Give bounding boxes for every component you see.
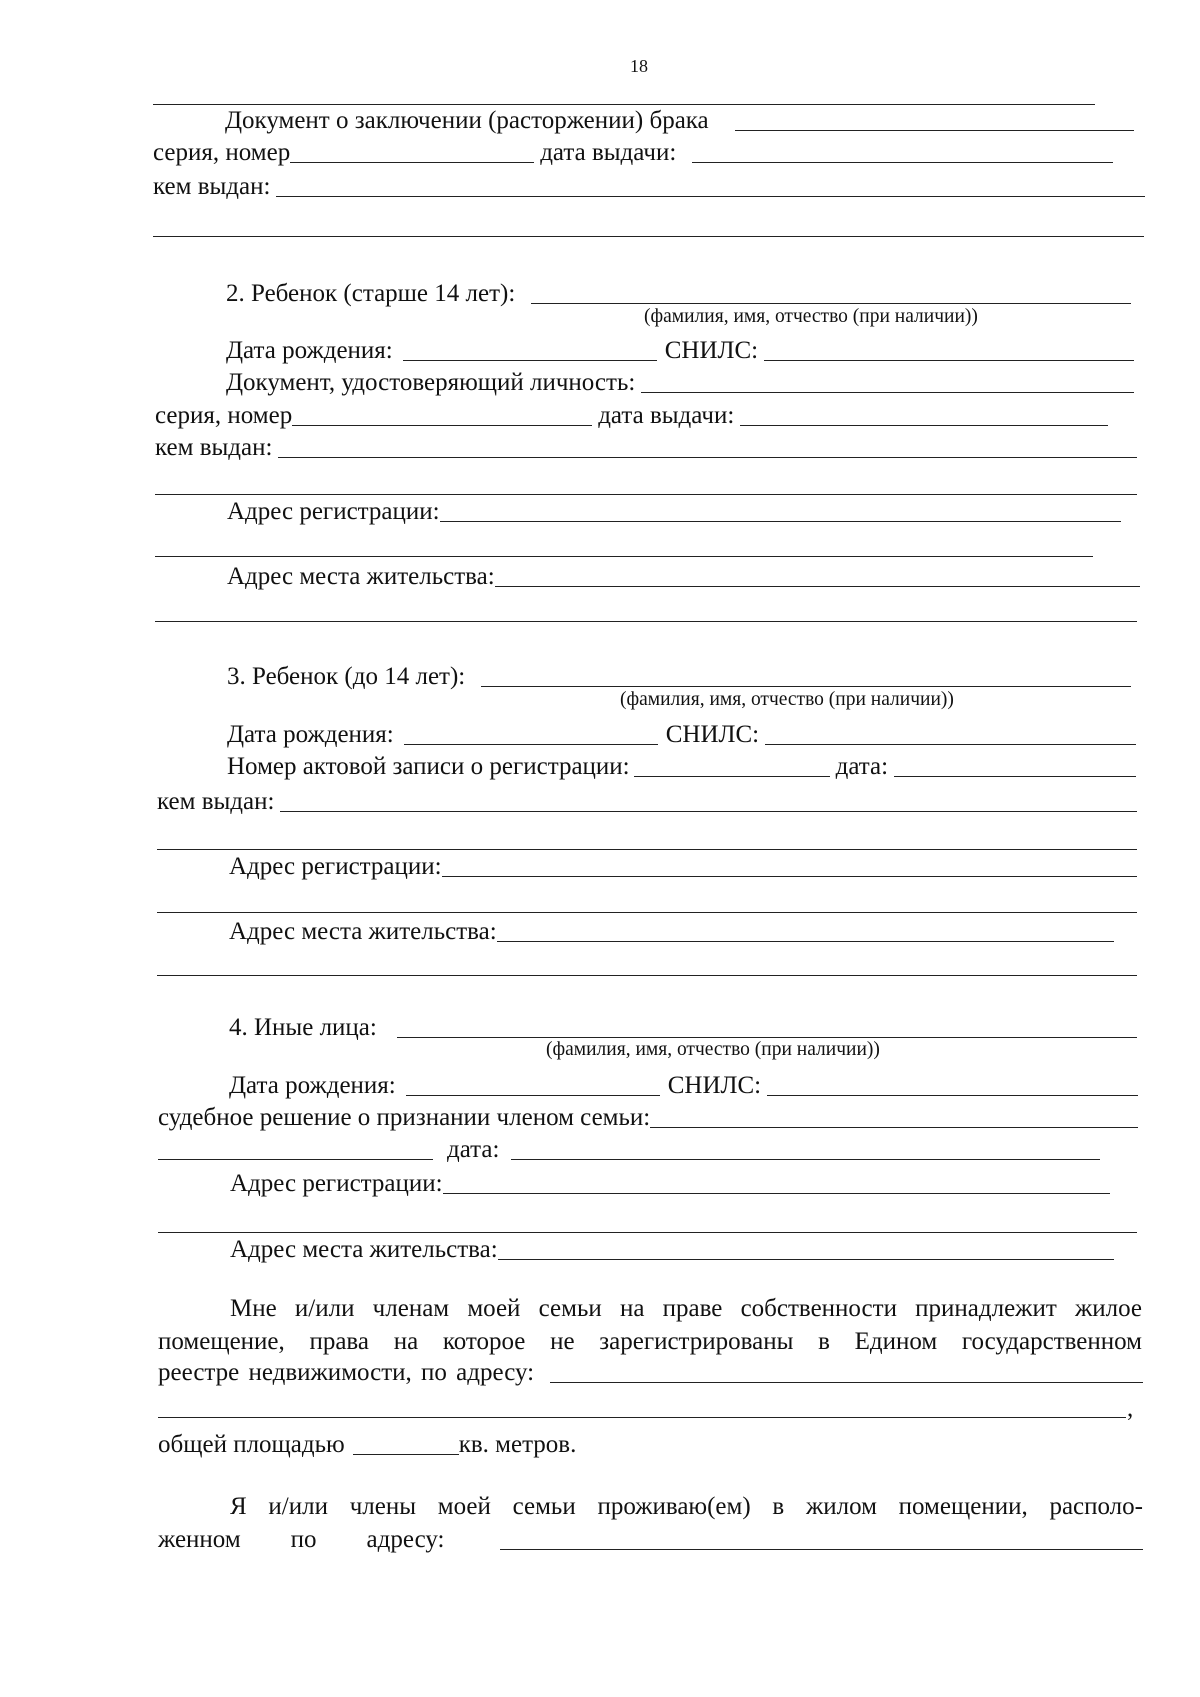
birth-row bbox=[229, 1071, 1138, 1101]
court-date-row bbox=[158, 1135, 1100, 1165]
court-row bbox=[158, 1103, 1138, 1133]
issue-date-label: дата выдачи: bbox=[540, 139, 677, 166]
ownership-line-3: реестре недвижимости, по адресу: bbox=[158, 1359, 535, 1386]
reg-address-label: Адрес регистрации: bbox=[227, 498, 440, 525]
fio-field[interactable] bbox=[531, 303, 1131, 304]
birth-label: Дата рождения: bbox=[227, 721, 394, 748]
issue-date-field[interactable] bbox=[740, 425, 1108, 426]
residence-address-field[interactable] bbox=[500, 1549, 1143, 1550]
issued-row bbox=[157, 787, 1137, 817]
reg-address-field[interactable] bbox=[442, 876, 1137, 877]
birth-row bbox=[227, 720, 1136, 750]
issue-date-label: дата выдачи: bbox=[598, 402, 735, 429]
residence-field[interactable] bbox=[497, 941, 1114, 942]
section-heading: 3. Ребенок (до 14 лет): bbox=[227, 663, 466, 690]
blank-line[interactable] bbox=[155, 494, 1137, 495]
fio-field[interactable] bbox=[481, 686, 1131, 687]
marriage-doc-field[interactable] bbox=[735, 130, 1134, 131]
residence-field[interactable] bbox=[495, 586, 1140, 587]
id-series-row bbox=[155, 401, 1108, 431]
issued-by-field[interactable] bbox=[280, 811, 1137, 812]
snils-label: СНИЛС: bbox=[667, 1072, 762, 1099]
marriage-doc-label: Документ о заключении (расторжении) брака bbox=[225, 107, 709, 134]
marriage-series-row bbox=[153, 138, 1113, 168]
ownership-line-1: Мне и/или членам моей семьи на праве собственности принадлежит жилое bbox=[230, 1295, 1142, 1322]
residence-row bbox=[230, 1235, 1114, 1265]
date-label: дата: bbox=[447, 1136, 500, 1163]
section-heading: 2. Ребенок (старше 14 лет): bbox=[226, 280, 516, 307]
reg-address-label: Адрес регистрации: bbox=[229, 853, 442, 880]
snils-field[interactable] bbox=[767, 1095, 1138, 1096]
reg-address-row bbox=[229, 852, 1137, 882]
ownership-address-field[interactable] bbox=[550, 1382, 1143, 1383]
blank-line[interactable] bbox=[157, 975, 1137, 976]
issued-by-label: кем выдан: bbox=[155, 434, 273, 461]
reg-address-field[interactable] bbox=[443, 1193, 1110, 1194]
court-number-field[interactable] bbox=[158, 1159, 433, 1160]
record-label: Номер актовой записи о регистрации: bbox=[227, 753, 630, 780]
ownership-line-2: помещение, права на которое не зарегистрированы в Едином государственном bbox=[158, 1328, 1142, 1355]
marriage-doc-row bbox=[225, 106, 1140, 136]
blank-line[interactable] bbox=[153, 236, 1144, 237]
date-field[interactable] bbox=[894, 776, 1136, 777]
residence-address-row bbox=[158, 1525, 1143, 1555]
section-heading: 4. Иные лица: bbox=[229, 1014, 377, 1041]
residence-label: Адрес места жительства: bbox=[230, 1236, 498, 1263]
blank-line[interactable] bbox=[155, 556, 1093, 557]
fio-hint: (фамилия, имя, отчество (при наличии)) bbox=[644, 306, 978, 327]
ownership-address-row bbox=[158, 1358, 1143, 1388]
blank-line[interactable] bbox=[153, 104, 1095, 105]
birth-row bbox=[226, 336, 1134, 366]
birth-field[interactable] bbox=[404, 744, 658, 745]
comma: , bbox=[1127, 1395, 1134, 1422]
court-label: судебное решение о признании членом семьи: bbox=[158, 1104, 651, 1131]
snils-field[interactable] bbox=[765, 744, 1136, 745]
area-label: общей площадью bbox=[158, 1431, 345, 1458]
page-number: 18 bbox=[630, 56, 648, 76]
id-doc-row bbox=[226, 368, 1134, 398]
residence-word-3: адресу: bbox=[366, 1526, 445, 1553]
area-unit: кв. метров. bbox=[458, 1431, 577, 1458]
id-doc-label: Документ, удостоверяющий личность: bbox=[226, 369, 636, 396]
snils-field[interactable] bbox=[764, 360, 1134, 361]
issue-date-field[interactable] bbox=[692, 162, 1113, 163]
series-field[interactable] bbox=[292, 425, 592, 426]
snils-label: СНИЛС: bbox=[664, 337, 759, 364]
residence-line-1: Я и/или члены моей семьи проживаю(ем) в жилом помещении, располо- bbox=[230, 1493, 1143, 1520]
residence-field[interactable] bbox=[498, 1259, 1114, 1260]
issued-by-field[interactable] bbox=[278, 457, 1137, 458]
id-issued-row bbox=[155, 433, 1137, 463]
issued-by-label: кем выдан: bbox=[153, 173, 271, 200]
date-label: дата: bbox=[835, 753, 889, 780]
fio-field[interactable] bbox=[397, 1037, 1137, 1038]
series-field[interactable] bbox=[290, 162, 534, 163]
id-doc-field[interactable] bbox=[641, 392, 1134, 393]
blank-line[interactable] bbox=[157, 849, 1137, 850]
birth-label: Дата рождения: bbox=[226, 337, 393, 364]
area-field[interactable] bbox=[353, 1454, 459, 1455]
reg-address-row bbox=[227, 497, 1121, 527]
birth-label: Дата рождения: bbox=[229, 1072, 396, 1099]
fio-hint: (фамилия, имя, отчество (при наличии)) bbox=[620, 689, 954, 710]
record-row bbox=[227, 752, 1136, 782]
birth-field[interactable] bbox=[403, 360, 657, 361]
date-field[interactable] bbox=[511, 1159, 1100, 1160]
child-over14-heading-row bbox=[226, 279, 1131, 309]
residence-word-1: женном bbox=[158, 1526, 241, 1553]
reg-address-row bbox=[230, 1169, 1110, 1199]
area-row bbox=[158, 1430, 658, 1460]
residence-word-2: по bbox=[290, 1526, 317, 1553]
blank-line[interactable] bbox=[158, 1232, 1137, 1233]
residence-row bbox=[229, 917, 1114, 947]
residence-label: Адрес места жительства: bbox=[229, 918, 497, 945]
court-field[interactable] bbox=[650, 1127, 1138, 1128]
residence-label: Адрес места жительства: bbox=[227, 563, 495, 590]
issued-by-label: кем выдан: bbox=[157, 788, 275, 815]
series-label: серия, номер bbox=[153, 139, 291, 166]
issued-by-field[interactable] bbox=[276, 196, 1145, 197]
blank-line[interactable] bbox=[158, 1417, 1126, 1418]
birth-field[interactable] bbox=[406, 1095, 660, 1096]
residence-row bbox=[227, 562, 1140, 592]
child-under14-heading-row bbox=[227, 662, 1131, 692]
reg-address-field[interactable] bbox=[440, 521, 1121, 522]
series-label: серия, номер bbox=[155, 402, 293, 429]
snils-label: СНИЛС: bbox=[665, 721, 760, 748]
fio-hint: (фамилия, имя, отчество (при наличии)) bbox=[546, 1039, 880, 1060]
record-field[interactable] bbox=[634, 776, 830, 777]
blank-line[interactable] bbox=[155, 621, 1137, 622]
blank-line[interactable] bbox=[157, 912, 1137, 913]
marriage-issued-row bbox=[153, 172, 1145, 202]
reg-address-label: Адрес регистрации: bbox=[230, 1170, 443, 1197]
